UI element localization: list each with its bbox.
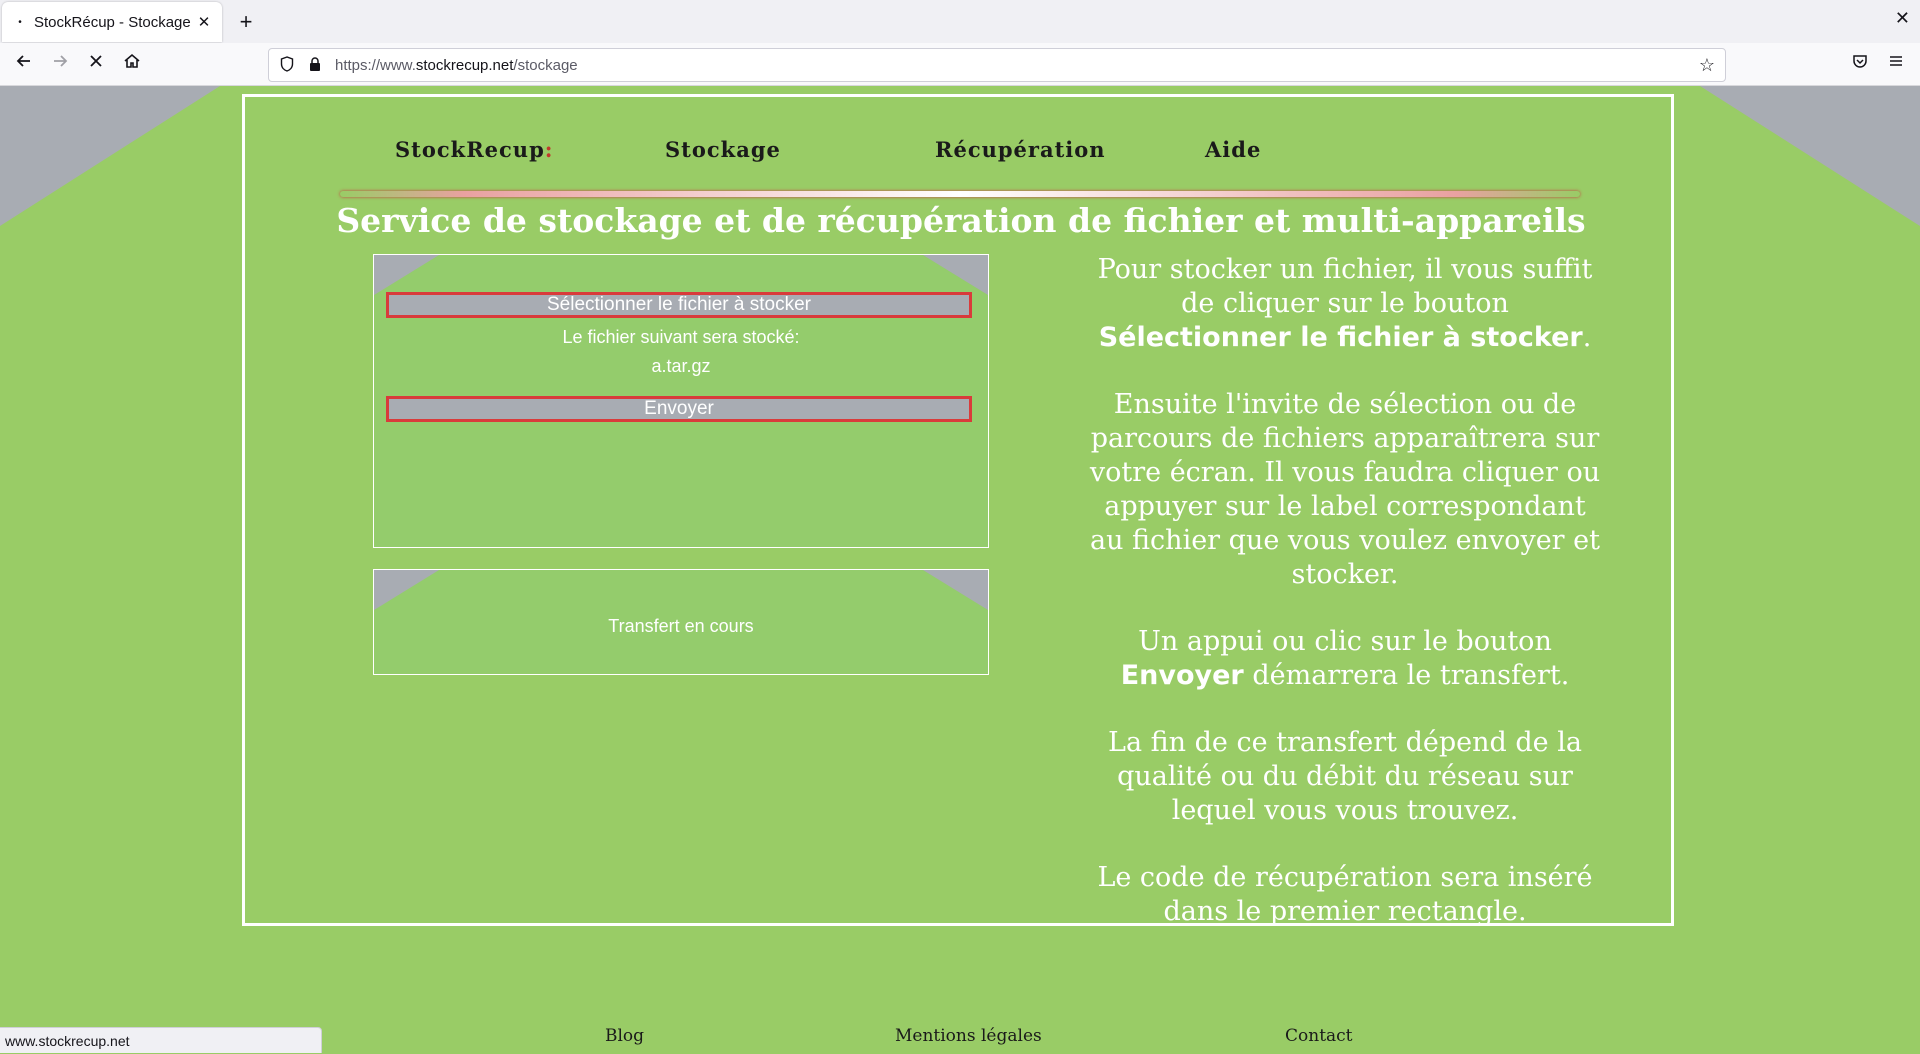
page-title: Service de stockage et de récupération de fichier et multi-appareils [336, 201, 1586, 240]
window-close-icon[interactable]: ✕ [1894, 8, 1910, 28]
new-tab-button[interactable]: + [239, 9, 253, 34]
lock-icon[interactable] [305, 56, 325, 75]
upload-panel [373, 254, 989, 548]
back-arrow-icon[interactable] [10, 50, 38, 78]
nav-link-recuperation[interactable]: Récupération [935, 137, 1106, 162]
forward-arrow-icon[interactable] [46, 50, 74, 78]
browser-tab[interactable] [2, 2, 222, 42]
status-bar-url: www.stockrecup.net [0, 1027, 322, 1053]
nav-link-stockage[interactable]: Stockage [665, 137, 781, 162]
panel-corner-left [374, 570, 439, 610]
help-paragraph: La fin de ce transfert dépend de la qualité ou du débit du réseau sur lequel vous vous trouvez. [1108, 727, 1582, 826]
tab-title: StockRécup - Stockage [34, 13, 191, 31]
help-paragraph: Pour stocker un fichier, il vous suffit de cliquer sur le bouton Sélectionner le fichier à stocker. [1097, 254, 1593, 353]
transfer-panel [373, 569, 989, 675]
site-logo-link[interactable]: StockRecup: [395, 137, 554, 162]
address-bar[interactable] [268, 48, 1726, 82]
help-paragraph: Un appui ou clic sur le bouton Envoyer démarrera le transfert. [1120, 626, 1570, 691]
footer-link-blog[interactable]: Blog [605, 1026, 645, 1046]
tab-close-icon[interactable]: ✕ [197, 14, 211, 31]
panel-corner-right [923, 255, 988, 295]
decorative-corner-right [1700, 86, 1920, 226]
pocket-icon[interactable] [1846, 50, 1874, 78]
url-text[interactable]: https://www.stockrecup.net/stockage [335, 56, 578, 74]
transfer-status: Transfert en cours [608, 616, 754, 636]
bookmark-star-icon[interactable]: ☆ [1698, 54, 1715, 75]
navigation-toolbar [0, 43, 1920, 86]
stop-loading-icon[interactable] [82, 50, 110, 78]
select-file-button[interactable]: Sélectionner le fichier à stocker [386, 292, 972, 318]
home-icon[interactable] [118, 50, 146, 78]
favicon-icon: • [18, 16, 22, 28]
send-button[interactable]: Envoyer [386, 396, 972, 422]
page-content [0, 86, 1920, 1053]
panel-corner-left [374, 255, 439, 295]
footer-link-legal[interactable]: Mentions légales [895, 1026, 1042, 1046]
nav-link-aide[interactable]: Aide [1205, 137, 1262, 162]
shield-icon[interactable] [277, 56, 297, 75]
tab-bar [0, 0, 1920, 43]
help-text [1085, 253, 1605, 962]
help-paragraph: Ensuite l'invite de sélection ou de parcours de fichiers apparaîtrera sur votre écran. Il vous faudra cliquer ou appuyer sur le label correspondant au fichier que vous voulez envoyer et stocker. [1089, 389, 1601, 590]
decorative-corner-left [0, 86, 220, 226]
selected-file-label: Le fichier suivant sera stocké: [562, 327, 800, 347]
selected-file-name: a.tar.gz [651, 356, 711, 376]
help-paragraph: Le code de récupération sera inséré dans le premier rectangle. [1097, 862, 1593, 927]
menu-hamburger-icon[interactable] [1882, 50, 1910, 78]
footer-link-contact[interactable]: Contact [1285, 1026, 1353, 1046]
main-frame [242, 94, 1674, 926]
header-divider [340, 191, 1580, 197]
panel-corner-right [923, 570, 988, 610]
